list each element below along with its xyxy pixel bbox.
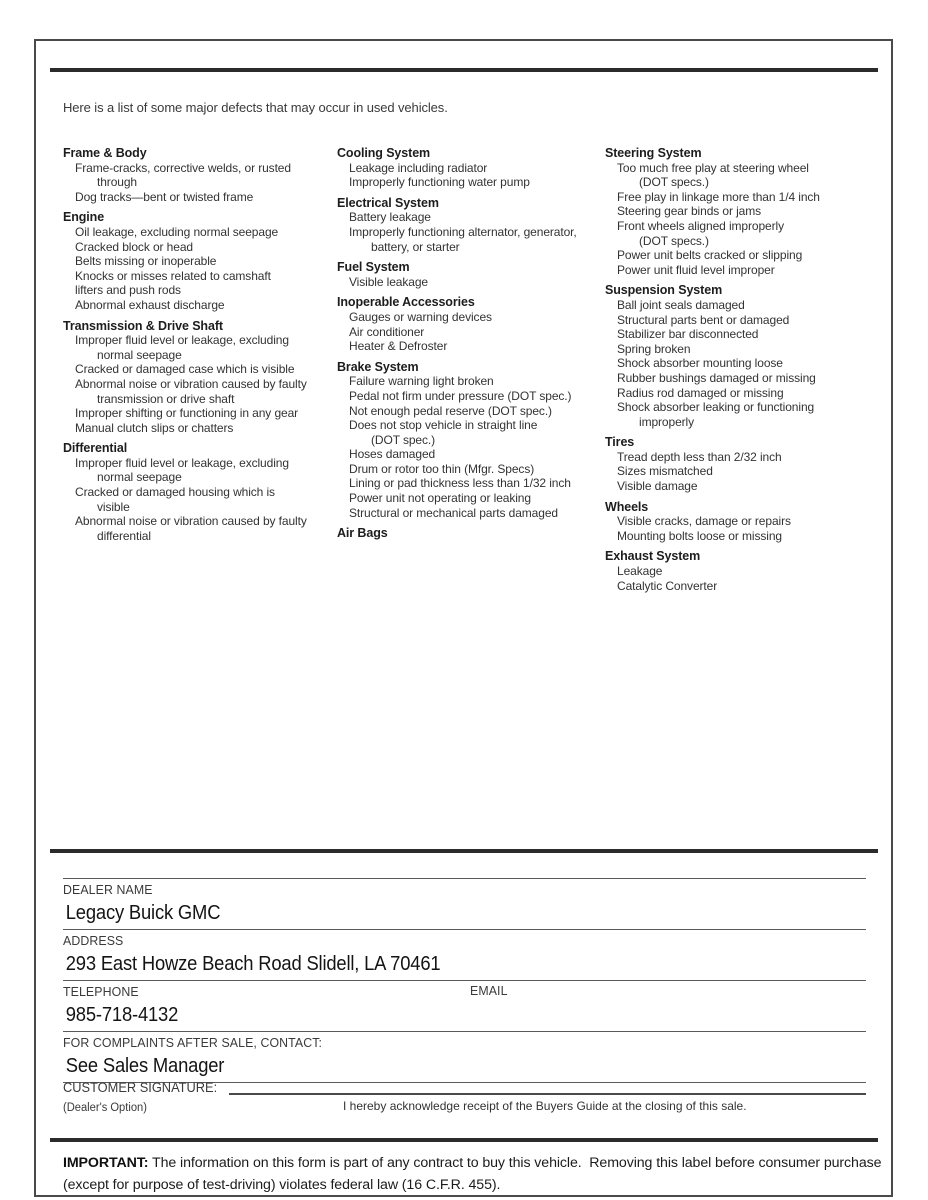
defect-item: Structural or mechanical parts damaged xyxy=(349,505,558,520)
defect-item: Power unit fluid level improper xyxy=(617,262,775,277)
signature-line xyxy=(229,1080,866,1095)
defect-item: Air conditioner xyxy=(349,324,425,339)
defect-item: Mounting bolts loose or missing xyxy=(617,528,782,543)
address-field xyxy=(63,930,866,981)
defect-item: normal seepage xyxy=(97,347,182,362)
defect-item: Sizes mismatched xyxy=(617,464,713,479)
defect-item: Visible leakage xyxy=(349,274,429,289)
defect-item: Catalytic Converter xyxy=(617,578,718,593)
divider-rule-bottom xyxy=(50,1138,878,1142)
defects-column-3 xyxy=(605,146,885,593)
section-heading: Wheels xyxy=(605,499,649,514)
defect-item: Drum or rotor too thin (Mfgr. Specs) xyxy=(349,461,535,476)
defect-item: Belts missing or inoperable xyxy=(75,254,217,269)
dealer-info-form xyxy=(63,878,866,1083)
section-heading: Brake System xyxy=(337,359,419,374)
defect-item: normal seepage xyxy=(97,470,182,485)
dealer-name-field xyxy=(63,879,866,930)
defect-item: Improper fluid level or leakage, excluding xyxy=(75,455,289,470)
defect-item: Manual clutch slips or chatters xyxy=(75,420,234,435)
defect-item: Gauges or warning devices xyxy=(349,309,492,324)
defect-item: Oil leakage, excluding normal seepage xyxy=(75,224,279,239)
defect-item: (DOT specs.) xyxy=(639,175,709,190)
complaints-contact-value: See Sales Manager xyxy=(65,1055,225,1077)
divider-rule-middle xyxy=(50,849,878,853)
defect-item: Ball joint seals damaged xyxy=(617,297,745,312)
defect-item: differential xyxy=(97,528,151,543)
defect-item: Knocks or misses related to camshaft xyxy=(75,268,271,283)
defect-item: Visible damage xyxy=(617,479,698,494)
important-label: IMPORTANT: xyxy=(63,1155,149,1171)
defect-item: battery, or starter xyxy=(371,239,460,254)
section-heading: Suspension System xyxy=(605,283,723,298)
section-heading: Transmission & Drive Shaft xyxy=(63,318,223,333)
section-heading: Exhaust System xyxy=(605,549,701,564)
complaints-contact-label: FOR COMPLAINTS AFTER SALE, CONTACT: xyxy=(63,1035,323,1050)
defect-item: Improper shifting or functioning in any gear xyxy=(75,406,299,421)
defect-item: Spring broken xyxy=(617,341,691,356)
defect-item: Abnormal noise or vibration caused by faulty xyxy=(75,376,307,391)
important-notice xyxy=(63,1152,883,1196)
acknowledgement-text: I hereby acknowledge receipt of the Buyers Guide at the closing of this sale. xyxy=(343,1099,747,1113)
defect-item: Improperly functioning water pump xyxy=(349,175,530,190)
defect-item: Cracked block or head xyxy=(75,239,193,254)
section-heading: Fuel System xyxy=(337,260,410,275)
defect-item: Too much free play at steering wheel xyxy=(617,160,809,175)
defect-item: Stabilizer bar disconnected xyxy=(617,327,759,342)
defects-column-2 xyxy=(337,146,605,541)
intro-text: Here is a list of some major defects that may occur in used vehicles. xyxy=(63,100,448,115)
defect-item: Cracked or damaged case which is visible xyxy=(75,362,295,377)
defect-item: Structural parts bent or damaged xyxy=(617,312,790,327)
defect-item: Pedal not firm under pressure (DOT spec.) xyxy=(349,388,572,403)
complaints-contact-field xyxy=(63,1032,866,1083)
defect-item: Rubber bushings damaged or missing xyxy=(617,370,816,385)
defect-item: transmission or drive shaft xyxy=(97,391,235,406)
defect-item: Tread depth less than 2/32 inch xyxy=(617,449,782,464)
defect-item: Dog tracks—bent or twisted frame xyxy=(75,189,254,204)
important-text: The information on this form is part of any contract to buy this vehicle. Removing this label before consumer purchase (except for purpose of test-driving) violates federal law (16 C.F.R. 455). xyxy=(63,1155,882,1193)
section-heading: Inoperable Accessories xyxy=(337,295,475,310)
defect-item: Front wheels aligned improperly xyxy=(617,218,784,233)
defect-item: Leakage xyxy=(617,564,663,579)
defect-item: Power unit not operating or leaking xyxy=(349,491,531,506)
defect-item: (DOT spec.) xyxy=(371,432,436,447)
defect-item: Power unit belts cracked or slipping xyxy=(617,248,803,263)
dealers-option-note: (Dealer's Option) xyxy=(63,1102,147,1114)
telephone-email-field xyxy=(63,981,866,1032)
defects-column-1 xyxy=(63,146,337,543)
address-value: 293 East Howze Beach Road Slidell, LA 70461 xyxy=(65,953,441,975)
customer-signature-block xyxy=(63,1080,866,1114)
defect-item: through xyxy=(97,175,137,190)
defect-item: lifters and push rods xyxy=(75,283,181,298)
defect-item: visible xyxy=(97,499,130,514)
customer-signature-label: CUSTOMER SIGNATURE: xyxy=(63,1080,218,1095)
defect-item: Improperly functioning alternator, generator, xyxy=(349,224,577,239)
section-heading: Air Bags xyxy=(337,526,388,541)
address-label: ADDRESS xyxy=(63,933,124,948)
defect-item: Radius rod damaged or missing xyxy=(617,385,784,400)
defects-list xyxy=(63,146,885,593)
telephone-label: TELEPHONE xyxy=(63,984,139,999)
telephone-value: 985-718-4132 xyxy=(65,1004,179,1026)
dealer-name-value: Legacy Buick GMC xyxy=(65,902,221,924)
defect-item: Visible cracks, damage or repairs xyxy=(617,514,791,529)
defect-item: Heater & Defroster xyxy=(349,339,448,354)
defect-item: Cracked or damaged housing which is xyxy=(75,485,275,500)
defect-item: Improper fluid level or leakage, excluding xyxy=(75,333,289,348)
dealer-name-label: DEALER NAME xyxy=(63,882,153,897)
defect-item: Hoses damaged xyxy=(349,447,436,462)
defect-item: Lining or pad thickness less than 1/32 inch xyxy=(349,476,571,491)
defect-item: improperly xyxy=(639,414,695,429)
defect-item: Steering gear binds or jams xyxy=(617,204,762,219)
defect-item: Not enough pedal reserve (DOT spec.) xyxy=(349,403,552,418)
defect-item: Shock absorber leaking or functioning xyxy=(617,400,815,415)
section-heading: Steering System xyxy=(605,146,702,160)
section-heading: Electrical System xyxy=(337,195,439,210)
defect-item: (DOT specs.) xyxy=(639,233,709,248)
section-heading: Tires xyxy=(605,435,635,450)
email-label: EMAIL xyxy=(470,983,508,998)
defect-item: Abnormal noise or vibration caused by faulty xyxy=(75,514,307,529)
defect-item: Leakage including radiator xyxy=(349,160,488,175)
divider-rule-top xyxy=(50,68,878,72)
section-heading: Engine xyxy=(63,210,105,225)
defect-item: Free play in linkage more than 1/4 inch xyxy=(617,189,820,204)
section-heading: Cooling System xyxy=(337,146,431,160)
defect-item: Frame-cracks, corrective welds, or rusted xyxy=(75,160,291,175)
section-heading: Differential xyxy=(63,441,128,456)
defect-item: Shock absorber mounting loose xyxy=(617,356,783,371)
defect-item: Does not stop vehicle in straight line xyxy=(349,418,538,433)
defect-item: Failure warning light broken xyxy=(349,374,494,389)
section-heading: Frame & Body xyxy=(63,146,147,160)
defect-item: Battery leakage xyxy=(349,210,431,225)
defect-item: Abnormal exhaust discharge xyxy=(75,297,225,312)
